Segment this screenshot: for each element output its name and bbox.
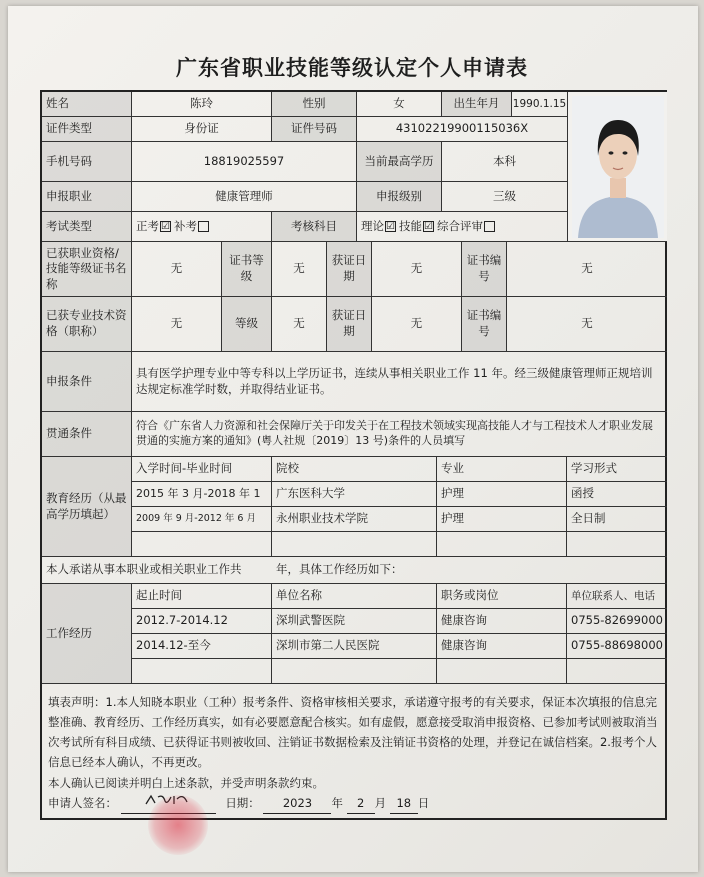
work-row3-unit bbox=[272, 659, 437, 684]
edu-row2-form: 全日制 bbox=[567, 507, 667, 532]
commit-text: 本人承诺从事本职业或相关职业工作共 年，具体工作经历如下： bbox=[42, 557, 667, 584]
work-header-contact: 单位联系人、电话 bbox=[567, 584, 667, 609]
edu-header-major: 专业 bbox=[437, 457, 567, 482]
id-no-value: 43102219900115036X bbox=[357, 117, 568, 142]
edu-value: 本科 bbox=[442, 142, 568, 182]
sign-day[interactable]: 18 bbox=[390, 793, 418, 814]
work-row2-post: 健康咨询 bbox=[437, 634, 567, 659]
skill-label: 技能 bbox=[399, 218, 422, 233]
review-label: 综合评审 bbox=[437, 218, 483, 233]
name-value: 陈玲 bbox=[132, 92, 272, 117]
edu-row2-time: 2009 年 9 月-2012 年 6 月 bbox=[132, 507, 272, 532]
work-history-label: 工作经历 bbox=[42, 584, 132, 684]
through-text: 符合《广东省人力资源和社会保障厅关于印发关于在工程技术领域实现高技能人才与工程技术人才职业发展贯通的实施方案的通知》(粤人社规〔2019〕13 号)条件的人员填写 bbox=[132, 412, 667, 457]
phone-label: 手机号码 bbox=[42, 142, 132, 182]
cert-qual-label: 已获职业资格/技能等级证书名称 bbox=[42, 242, 132, 297]
sign-year[interactable]: 2023 bbox=[263, 793, 331, 814]
edu-row1-time: 2015 年 3 月-2018 年 1 bbox=[132, 482, 272, 507]
month-unit: 月 bbox=[374, 795, 387, 810]
exam-subject-label: 考核科目 bbox=[272, 212, 357, 242]
edu-row2-school: 永州职业技术学院 bbox=[272, 507, 437, 532]
edu-header-form: 学习形式 bbox=[567, 457, 667, 482]
through-label: 贯通条件 bbox=[42, 412, 132, 457]
tech-grade-label: 等级 bbox=[222, 297, 272, 352]
gender-value: 女 bbox=[357, 92, 442, 117]
edu-row2-major: 护理 bbox=[437, 507, 567, 532]
skill-checkbox[interactable]: ☑ bbox=[424, 221, 433, 232]
gender-label: 性别 bbox=[272, 92, 357, 117]
work-row3-contact bbox=[567, 659, 667, 684]
cert-no-label: 证书编号 bbox=[462, 242, 507, 297]
work-row2-time: 2014.12-至今 bbox=[132, 634, 272, 659]
exam-type-label: 考试类型 bbox=[42, 212, 132, 242]
level-label: 申报级别 bbox=[357, 182, 442, 212]
sign-month[interactable]: 2 bbox=[347, 793, 375, 814]
tech-grade-value: 无 bbox=[272, 297, 327, 352]
condition-text: 具有医学护理专业中等专科以上学历证书，连续从事相关职业工作 11 年。经三级健康管理师正规培训达规定标准学时数，并取得结业证书。 bbox=[132, 352, 667, 412]
phone-value: 18819025597 bbox=[132, 142, 357, 182]
signature-row bbox=[48, 793, 429, 814]
tech-date-value: 无 bbox=[372, 297, 462, 352]
edu-row3-major bbox=[437, 532, 567, 557]
job-label: 申报职业 bbox=[42, 182, 132, 212]
edu-header-school: 院校 bbox=[272, 457, 437, 482]
work-row2-unit: 深圳市第二人民医院 bbox=[272, 634, 437, 659]
edu-row3-time bbox=[132, 532, 272, 557]
work-row1-unit: 深圳武警医院 bbox=[272, 609, 437, 634]
tech-no-label: 证书编号 bbox=[462, 297, 507, 352]
edu-row1-major: 护理 bbox=[437, 482, 567, 507]
cert-date-label: 获证日期 bbox=[327, 242, 372, 297]
declaration-text: 填表声明：1.本人知晓本职业（工种）报考条件、资格审核相关要求，承诺遵守报考的有关要求，保证本次填报的信息完整准确、教育经历、工作经历真实，如有必要愿意配合核实。如有虚假，愿意接受取消申报资格、已参加考试则被取消当次考试所有科目成绩、已获得证书则被收回、注销证书数据检索及注销证书资格的处理，并登记在诚信档案。2.报考个人信息已经本人确认，不再更改。 bbox=[48, 695, 658, 770]
work-row1-post: 健康咨询 bbox=[437, 609, 567, 634]
tech-no-value: 无 bbox=[507, 297, 667, 352]
id-type-value: 身份证 bbox=[132, 117, 272, 142]
applicant-photo bbox=[568, 92, 667, 242]
work-header-time: 起止时间 bbox=[132, 584, 272, 609]
work-row3-time bbox=[132, 659, 272, 684]
edu-label: 当前最高学历 bbox=[357, 142, 442, 182]
edu-history-label: 教育经历（从最高学历填起） bbox=[42, 457, 132, 557]
application-form bbox=[40, 90, 667, 820]
tech-qual-value: 无 bbox=[132, 297, 222, 352]
year-unit: 年 bbox=[331, 795, 343, 810]
edu-header-time: 入学时间-毕业时间 bbox=[132, 457, 272, 482]
work-row2-contact: 0755-88698000 bbox=[567, 634, 667, 659]
work-header-post: 职务或岗位 bbox=[437, 584, 567, 609]
confirm-text: 本人确认已阅读并明白上述条款，并受声明条款约束。 bbox=[48, 775, 324, 790]
tech-date-label: 获证日期 bbox=[327, 297, 372, 352]
id-no-label: 证件号码 bbox=[272, 117, 357, 142]
fingerprint-stamp bbox=[148, 795, 208, 855]
cert-qual-value: 无 bbox=[132, 242, 222, 297]
regular-exam-checkbox[interactable]: ☑ bbox=[161, 221, 170, 232]
exam-subject-options bbox=[357, 212, 568, 242]
work-row3-post bbox=[437, 659, 567, 684]
tech-qual-label: 已获专业技术资格（职称） bbox=[42, 297, 132, 352]
exam-type-options bbox=[132, 212, 272, 242]
birth-value: 1990.1.15 bbox=[512, 92, 568, 117]
edu-row3-school bbox=[272, 532, 437, 557]
birth-label: 出生年月 bbox=[442, 92, 512, 117]
retake-exam-label: 补考 bbox=[174, 218, 197, 233]
cert-no-value: 无 bbox=[507, 242, 667, 297]
edu-row1-form: 函授 bbox=[567, 482, 667, 507]
form-title: 广东省职业技能等级认定个人申请表 bbox=[176, 56, 528, 80]
theory-label: 理论 bbox=[361, 218, 384, 233]
id-type-label: 证件类型 bbox=[42, 117, 132, 142]
work-row1-time: 2012.7-2014.12 bbox=[132, 609, 272, 634]
cert-level-value: 无 bbox=[272, 242, 327, 297]
date-label: 日期： bbox=[225, 795, 260, 810]
theory-checkbox[interactable]: ☑ bbox=[386, 221, 395, 232]
condition-label: 申报条件 bbox=[42, 352, 132, 412]
job-value: 健康管理师 bbox=[132, 182, 357, 212]
signature-label: 申请人签名： bbox=[48, 795, 117, 810]
edu-row3-form bbox=[567, 532, 667, 557]
work-row1-contact: 0755-82699000 bbox=[567, 609, 667, 634]
work-header-unit: 单位名称 bbox=[272, 584, 437, 609]
review-checkbox[interactable] bbox=[484, 221, 495, 232]
edu-row1-school: 广东医科大学 bbox=[272, 482, 437, 507]
name-label: 姓名 bbox=[42, 92, 132, 117]
declaration-block bbox=[42, 684, 667, 820]
portrait-image bbox=[572, 96, 664, 238]
retake-exam-checkbox[interactable] bbox=[198, 221, 209, 232]
level-value: 三级 bbox=[442, 182, 568, 212]
regular-exam-label: 正考 bbox=[136, 218, 159, 233]
cert-date-value: 无 bbox=[372, 242, 462, 297]
cert-level-label: 证书等级 bbox=[222, 242, 272, 297]
day-unit: 日 bbox=[417, 795, 430, 810]
